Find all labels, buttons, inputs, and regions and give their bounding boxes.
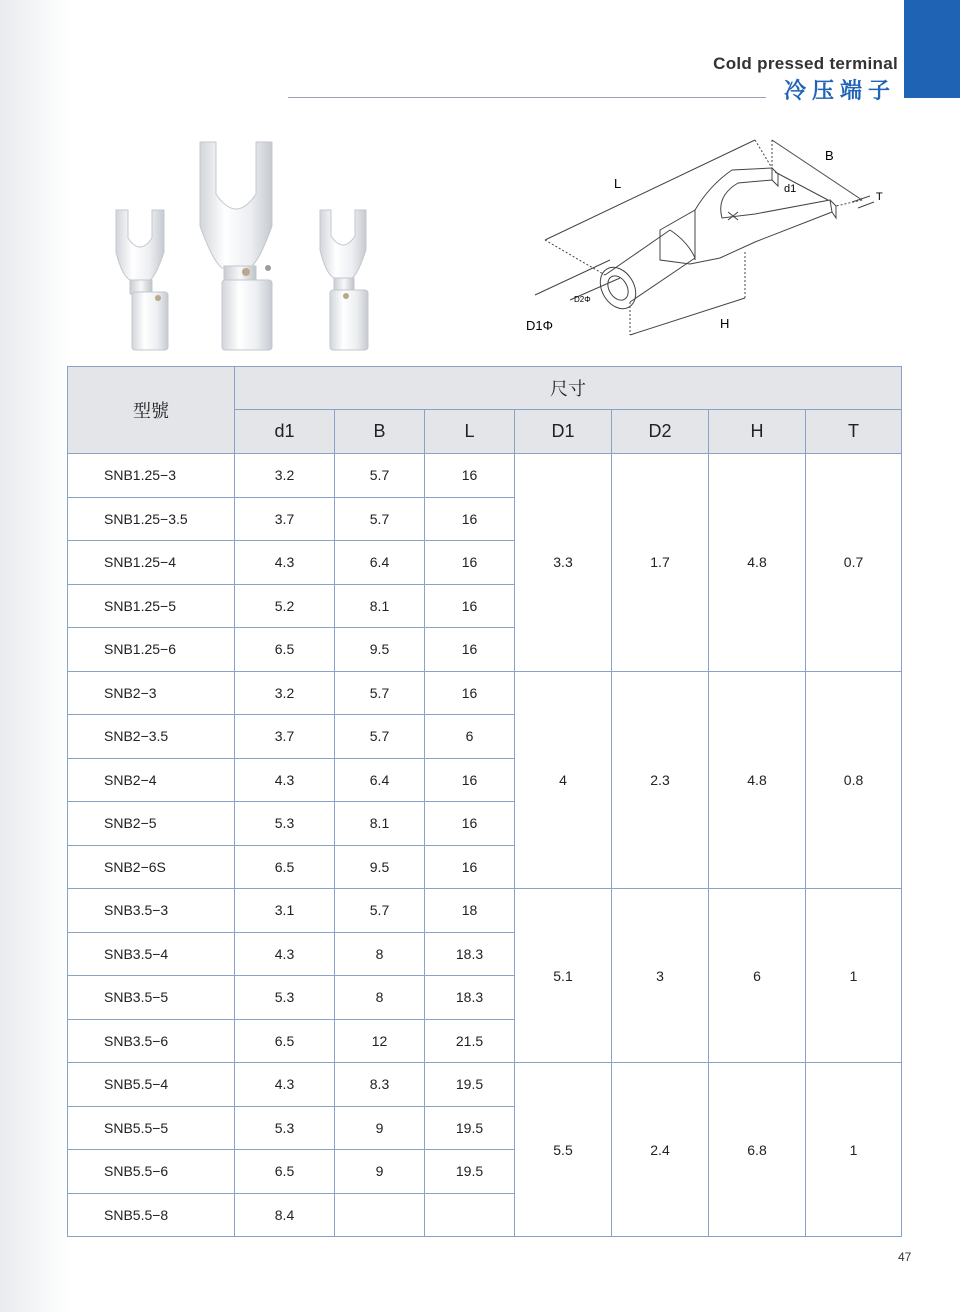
cell-H: 6: [709, 889, 806, 1063]
cell-B: 5.7: [335, 454, 425, 498]
cell-d1: 3.2: [235, 671, 335, 715]
diagram-label-D2: D2Φ: [574, 295, 591, 304]
cell-d1: 6.5: [235, 1019, 335, 1063]
cell-model: SNB5.5−5: [68, 1106, 235, 1150]
cell-B: 9: [335, 1150, 425, 1194]
cell-model: SNB1.25−3: [68, 454, 235, 498]
cell-L: 16: [425, 758, 515, 802]
cell-D2: 3: [612, 889, 709, 1063]
header-rule: [288, 97, 766, 98]
title-english: Cold pressed terminal: [713, 54, 898, 73]
cell-T: 1: [806, 889, 902, 1063]
header-model: 型號: [68, 367, 235, 454]
cell-d1: 6.5: [235, 1150, 335, 1194]
cell-T: 0.8: [806, 671, 902, 889]
cell-d1: 3.7: [235, 715, 335, 759]
cell-L: 18.3: [425, 976, 515, 1020]
cell-model: SNB2−5: [68, 802, 235, 846]
terminal-large-middle: [200, 142, 272, 350]
diagram-label-H: H: [720, 316, 730, 331]
cell-B: 5.7: [335, 497, 425, 541]
header-col-H: H: [709, 410, 806, 454]
cell-B: 8: [335, 976, 425, 1020]
header-col-d1: d1: [235, 410, 335, 454]
diagram-barrel-opening: [593, 261, 643, 315]
cell-model: SNB3.5−5: [68, 976, 235, 1020]
diagram-label-L: L: [614, 176, 622, 191]
cell-L: 16: [425, 584, 515, 628]
cell-d1: 5.3: [235, 1106, 335, 1150]
table-row: [68, 1063, 902, 1107]
cell-L: 19.5: [425, 1106, 515, 1150]
cell-d1: 6.5: [235, 845, 335, 889]
cell-d1: 5.2: [235, 584, 335, 628]
title-chinese: 冷压端子: [783, 78, 896, 103]
diagram-fork-outline: [660, 168, 832, 264]
cell-B: 12: [335, 1019, 425, 1063]
table-row: [68, 671, 902, 715]
cell-D1: 5.1: [515, 889, 612, 1063]
header-col-L: L: [425, 410, 515, 454]
cell-H: 4.8: [709, 671, 806, 889]
cell-T: 0.7: [806, 454, 902, 672]
cell-L: 16: [425, 802, 515, 846]
header-col-D1: D1: [515, 410, 612, 454]
cell-d1: 5.3: [235, 976, 335, 1020]
terminal-small-right: [320, 210, 368, 350]
cell-model: SNB2−6S: [68, 845, 235, 889]
cell-L: 16: [425, 845, 515, 889]
cell-D2: 2.4: [612, 1063, 709, 1237]
cell-L: 21.5: [425, 1019, 515, 1063]
cell-L: 16: [425, 541, 515, 585]
cell-D2: 1.7: [612, 454, 709, 672]
cell-L: 19.5: [425, 1063, 515, 1107]
diagram-label-T: T: [876, 191, 883, 203]
cell-D2: 2.3: [612, 671, 709, 889]
cell-model: SNB5.5−6: [68, 1150, 235, 1194]
cell-B: 8.3: [335, 1063, 425, 1107]
cell-model: SNB1.25−3.5: [68, 497, 235, 541]
cell-H: 6.8: [709, 1063, 806, 1237]
cell-B: 6.4: [335, 758, 425, 802]
spec-table-body: [68, 454, 902, 1237]
table-row: [68, 889, 902, 933]
cell-B: 8.1: [335, 584, 425, 628]
header-col-B: B: [335, 410, 425, 454]
product-photo: [100, 130, 420, 360]
cell-model: SNB2−3.5: [68, 715, 235, 759]
cell-d1: 3.7: [235, 497, 335, 541]
diagram-label-d1: d1: [784, 183, 797, 195]
cell-L: 18: [425, 889, 515, 933]
corner-tab: [904, 0, 960, 98]
dimension-diagram: [510, 130, 905, 345]
cell-H: 4.8: [709, 454, 806, 672]
cell-B: 5.7: [335, 715, 425, 759]
cell-model: SNB2−3: [68, 671, 235, 715]
cell-L: 16: [425, 628, 515, 672]
cell-model: SNB1.25−5: [68, 584, 235, 628]
cell-B: 9: [335, 1106, 425, 1150]
cell-B: 5.7: [335, 671, 425, 715]
cell-D1: 5.5: [515, 1063, 612, 1237]
cell-d1: 8.4: [235, 1193, 335, 1237]
terminal-small-left: [116, 210, 168, 350]
cell-B: 6.4: [335, 541, 425, 585]
cell-B: 8.1: [335, 802, 425, 846]
header-size: 尺寸: [235, 367, 902, 410]
cell-d1: 4.3: [235, 1063, 335, 1107]
cell-model: SNB3.5−6: [68, 1019, 235, 1063]
cell-B: 9.5: [335, 845, 425, 889]
cell-L: 19.5: [425, 1150, 515, 1194]
cell-d1: 3.2: [235, 454, 335, 498]
cell-L: [425, 1193, 515, 1237]
cell-L: 16: [425, 454, 515, 498]
cell-D1: 3.3: [515, 454, 612, 672]
header-col-D2: D2: [612, 410, 709, 454]
cell-B: 8: [335, 932, 425, 976]
diagram-label-B: B: [825, 148, 834, 163]
spec-table: [67, 366, 902, 1237]
cell-L: 16: [425, 671, 515, 715]
cell-L: 6: [425, 715, 515, 759]
cell-model: SNB1.25−6: [68, 628, 235, 672]
cell-d1: 6.5: [235, 628, 335, 672]
page-number: 47: [898, 1250, 912, 1264]
cell-d1: 5.3: [235, 802, 335, 846]
table-row: [68, 454, 902, 498]
cell-B: [335, 1193, 425, 1237]
cell-L: 16: [425, 497, 515, 541]
cell-L: 18.3: [425, 932, 515, 976]
cell-model: SNB1.25−4: [68, 541, 235, 585]
cell-model: SNB5.5−8: [68, 1193, 235, 1237]
cell-D1: 4: [515, 671, 612, 889]
cell-d1: 4.3: [235, 541, 335, 585]
cell-model: SNB2−4: [68, 758, 235, 802]
cell-model: SNB5.5−4: [68, 1063, 235, 1107]
diagram-label-D1: D1Φ: [526, 318, 553, 333]
diagram-barrel: [605, 230, 695, 302]
cell-d1: 4.3: [235, 932, 335, 976]
cell-T: 1: [806, 1063, 902, 1237]
cell-d1: 3.1: [235, 889, 335, 933]
cell-B: 5.7: [335, 889, 425, 933]
cell-model: SNB3.5−4: [68, 932, 235, 976]
cell-d1: 4.3: [235, 758, 335, 802]
header-col-T: T: [806, 410, 902, 454]
cell-model: SNB3.5−3: [68, 889, 235, 933]
cell-B: 9.5: [335, 628, 425, 672]
page-edge-shade: [0, 0, 70, 1312]
